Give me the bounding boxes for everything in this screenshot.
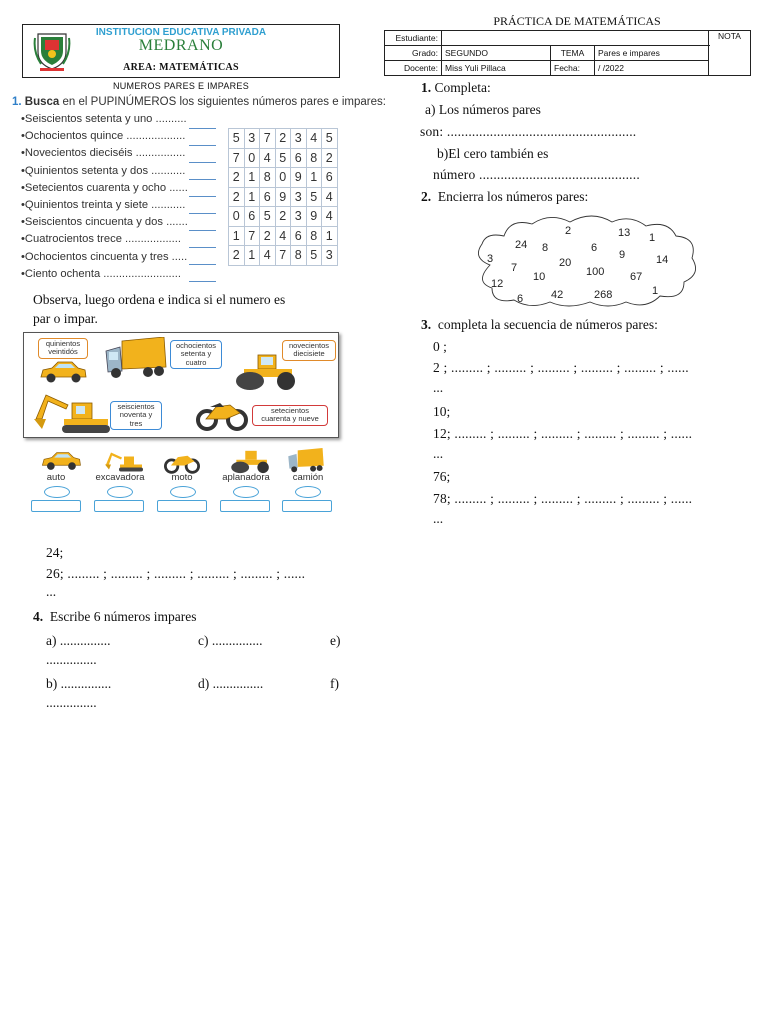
- q1a-answer[interactable]: son: .....................................................: [420, 124, 637, 139]
- practice-title: PRÁCTICA DE MATEMÁTICAS: [493, 14, 661, 28]
- teacher-value: Miss Yuli Pillaca: [442, 61, 551, 76]
- cloud-number[interactable]: 67: [630, 271, 643, 283]
- cloud-number[interactable]: 6: [591, 242, 598, 254]
- vehicle-label-moto: moto: [171, 472, 193, 483]
- grid-cell[interactable]: 4: [275, 226, 291, 246]
- grid-row: [229, 187, 338, 207]
- grid-cell[interactable]: 1: [229, 226, 245, 246]
- answer-line[interactable]: [189, 145, 216, 146]
- grid-cell[interactable]: 4: [260, 246, 276, 266]
- q4-answer-e-cont: ...............: [46, 652, 97, 667]
- student-info-table: [384, 30, 751, 76]
- sequence-2-cont: ...: [433, 380, 444, 395]
- grid-cell[interactable]: 1: [244, 168, 260, 188]
- cloud-number[interactable]: 13: [618, 227, 631, 239]
- observe-instruction-cont: par o impar.: [33, 311, 98, 326]
- answer-oval[interactable]: [170, 486, 196, 498]
- grid-cell[interactable]: 1: [306, 168, 322, 188]
- teacher-label: Docente:: [385, 61, 442, 76]
- nota-label: NOTA: [718, 31, 741, 41]
- grid-cell[interactable]: 7: [260, 129, 276, 149]
- grid-cell[interactable]: 1: [244, 246, 260, 266]
- grid-row: [229, 246, 338, 266]
- grid-cell[interactable]: 9: [275, 187, 291, 207]
- answer-line[interactable]: [189, 196, 216, 197]
- grid-cell[interactable]: 9: [306, 207, 322, 227]
- q1-left-text: en el PUPINÚMEROS los siguientes números pares e impares:: [59, 96, 386, 108]
- grid-cell[interactable]: 8: [306, 226, 322, 246]
- grid-cell[interactable]: 5: [260, 207, 276, 227]
- sequence-24: 24;: [46, 545, 64, 560]
- grid-cell[interactable]: 6: [291, 226, 307, 246]
- student-label: Estudiante:: [385, 31, 442, 46]
- truck-icon: [286, 448, 326, 474]
- grid-cell[interactable]: 4: [306, 129, 322, 149]
- grid-cell[interactable]: 7: [275, 246, 291, 266]
- q4-answer-c[interactable]: c) ...............: [198, 633, 263, 648]
- sequence-26-cont: ...: [46, 584, 57, 599]
- list-item: •Quinientos setenta y dos ...........: [21, 164, 186, 177]
- grid-cell[interactable]: 3: [322, 246, 338, 266]
- student-field[interactable]: [442, 31, 709, 46]
- q4-answer-b[interactable]: b) ...............: [46, 676, 112, 691]
- sequence-78[interactable]: 78; ......... ; ......... ; ......... ; ......... ; ......... ; ......: [433, 491, 693, 506]
- answer-box[interactable]: [31, 500, 81, 512]
- answer-line[interactable]: [189, 213, 216, 214]
- area-title: AREA: MATEMÁTICAS: [123, 62, 239, 73]
- sequence-76: 76;: [433, 469, 451, 484]
- answer-oval[interactable]: [44, 486, 70, 498]
- cloud-number[interactable]: 7: [511, 262, 518, 274]
- sequence-26[interactable]: 26; ......... ; ......... ; ......... ; ......... ; ......... ; ......: [46, 566, 306, 581]
- grid-cell[interactable]: 3: [291, 187, 307, 207]
- q1-right-number: 1.: [421, 80, 432, 95]
- car-icon: [38, 359, 88, 385]
- q1b-answer[interactable]: número .............................................: [433, 167, 640, 182]
- cloud-number[interactable]: 10: [533, 271, 546, 283]
- grid-cell[interactable]: 2: [229, 246, 245, 266]
- list-item: •Ochocientos cincuenta y tres .....: [21, 250, 188, 263]
- grid-cell[interactable]: 3: [244, 129, 260, 149]
- cloud-number[interactable]: 100: [586, 266, 605, 278]
- q4-text: Escribe 6 números impares: [49, 609, 197, 624]
- q1-left-number: 1.: [12, 96, 22, 108]
- nota-box[interactable]: [709, 31, 751, 76]
- number-word-list: [21, 113, 188, 285]
- grid-cell[interactable]: 8: [291, 246, 307, 266]
- car-icon: [38, 450, 84, 472]
- grid-cell[interactable]: 7: [229, 148, 245, 168]
- tema-value: Pares e impares: [595, 46, 709, 61]
- list-item: •Seiscientos cincuenta y dos .......: [21, 216, 188, 229]
- answer-line[interactable]: [189, 128, 216, 129]
- pupinumeros-grid: [228, 128, 338, 266]
- list-item: •Ciento ochenta .........................: [21, 267, 181, 280]
- list-item: •Seiscientos setenta y uno ..........: [21, 113, 187, 125]
- cloud-number[interactable]: 9: [619, 249, 626, 261]
- grade-label: Grado:: [385, 46, 442, 61]
- answer-oval[interactable]: [233, 486, 259, 498]
- excavator-icon: [32, 389, 112, 435]
- answer-oval[interactable]: [107, 486, 133, 498]
- grid-cell[interactable]: 2: [260, 226, 276, 246]
- grid-cell[interactable]: 8: [306, 148, 322, 168]
- cloud-number[interactable]: 1: [652, 285, 659, 297]
- sequence-12[interactable]: 12; ......... ; ......... ; ......... ; ......... ; ......... ; ......: [433, 426, 693, 441]
- grid-cell[interactable]: 3: [291, 129, 307, 149]
- q4-number: 4.: [33, 609, 44, 624]
- grid-row: [229, 226, 338, 246]
- grid-cell[interactable]: 8: [260, 168, 276, 188]
- excavator-icon: [104, 449, 144, 473]
- q4-answer-f-cont: ...............: [46, 695, 97, 710]
- answer-box[interactable]: [94, 500, 144, 512]
- grid-cell[interactable]: 1: [244, 187, 260, 207]
- cloud-number[interactable]: 6: [517, 293, 524, 305]
- school-name: INSTITUCION EDUCATIVA PRIVADA: [95, 27, 267, 38]
- grid-cell[interactable]: 5: [229, 129, 245, 149]
- cloud-number[interactable]: 12: [491, 278, 504, 290]
- answer-oval[interactable]: [295, 486, 321, 498]
- grid-cell[interactable]: 6: [291, 148, 307, 168]
- grid-cell[interactable]: 5: [322, 129, 338, 149]
- cloud-number[interactable]: 268: [594, 289, 613, 301]
- sequence-78-cont: ...: [433, 511, 444, 526]
- answer-box[interactable]: [157, 500, 207, 512]
- grid-cell[interactable]: 5: [306, 246, 322, 266]
- grid-cell[interactable]: 4: [260, 148, 276, 168]
- tema-label: TEMA: [551, 46, 595, 61]
- grid-cell[interactable]: 1: [322, 226, 338, 246]
- motorcycle-icon: [196, 397, 248, 431]
- date-value[interactable]: / /2022: [595, 61, 709, 76]
- section-subtitle: NUMEROS PARES E IMPARES: [112, 81, 250, 91]
- q1a-text: a) Los números pares: [425, 102, 541, 117]
- cloud-number[interactable]: 1: [649, 232, 656, 244]
- question-4: [33, 609, 196, 625]
- sequence-0: 0 ;: [433, 339, 447, 354]
- motorcycle-icon: [164, 450, 200, 474]
- grid-cell[interactable]: 5: [306, 187, 322, 207]
- answer-line[interactable]: [189, 230, 216, 231]
- q2-text: Encierra los números pares:: [437, 189, 589, 204]
- truck-icon: [104, 337, 168, 381]
- question-1-right: [421, 80, 491, 96]
- vehicle-label-camion: camión: [292, 472, 324, 483]
- observe-instruction: Observa, luego ordena e indica si el numero es: [33, 292, 286, 307]
- road-roller-icon: [230, 448, 272, 474]
- sequence-2[interactable]: 2 ; ......... ; ......... ; ......... ; ......... ; ......... ; ......: [433, 360, 689, 375]
- bubble-ochocientos: ochocientos setenta y cuatro: [170, 340, 222, 369]
- grid-cell[interactable]: 6: [260, 187, 276, 207]
- grid-row: [229, 148, 338, 168]
- grid-cell[interactable]: 3: [291, 207, 307, 227]
- vehicle-label-aplanadora: aplanadora: [222, 472, 270, 483]
- sequence-12-cont: ...: [433, 446, 444, 461]
- list-item: •Ochocientos quince ...................: [21, 130, 186, 143]
- cloud-number[interactable]: 8: [542, 242, 549, 254]
- list-item: •Cuatrocientos trece ..................: [21, 233, 181, 246]
- vehicle-label-auto: auto: [46, 472, 66, 483]
- grid-cell[interactable]: 2: [229, 187, 245, 207]
- q1-right-text: Completa:: [434, 80, 491, 95]
- vehicle-picture: [23, 332, 339, 438]
- q1-left-bold: Busca: [24, 96, 60, 108]
- grid-cell[interactable]: 2: [229, 168, 245, 188]
- q4-answer-a[interactable]: a) ...............: [46, 633, 111, 648]
- answer-line[interactable]: [189, 264, 216, 265]
- cloud-number[interactable]: 3: [487, 253, 494, 265]
- answer-box[interactable]: [282, 500, 332, 512]
- answer-line[interactable]: [189, 162, 216, 163]
- grid-cell[interactable]: 9: [291, 168, 307, 188]
- grid-cell[interactable]: 6: [322, 168, 338, 188]
- answer-line[interactable]: [189, 179, 216, 180]
- road-roller-icon: [234, 351, 300, 391]
- cloud-number[interactable]: 2: [565, 225, 572, 237]
- grid-row: [229, 207, 338, 227]
- answer-line[interactable]: [189, 281, 216, 282]
- bubble-quinientos: quinientos veintidós: [38, 338, 88, 359]
- q3-number: 3.: [421, 317, 432, 332]
- q2-number: 2.: [421, 189, 432, 204]
- grid-cell[interactable]: 4: [322, 187, 338, 207]
- sequence-10: 10;: [433, 404, 451, 419]
- grid-cell[interactable]: 2: [275, 207, 291, 227]
- list-item: •Quinientos treinta y siete ...........: [21, 198, 186, 211]
- q3-text: completa la secuencia de números pares:: [437, 317, 658, 332]
- school-brand: MEDRANO: [138, 37, 224, 54]
- grid-cell[interactable]: 2: [322, 148, 338, 168]
- grid-cell[interactable]: 6: [244, 207, 260, 227]
- q4-answer-d[interactable]: d) ...............: [198, 676, 264, 691]
- list-item: •Setecientos cuarenta y ocho ......: [21, 181, 188, 194]
- cloud-number[interactable]: 24: [515, 239, 528, 251]
- grid-cell[interactable]: 0: [275, 168, 291, 188]
- bubble-seiscientos: seiscientos noventa y tres: [110, 401, 162, 430]
- cloud-number[interactable]: 20: [559, 257, 572, 269]
- grid-cell[interactable]: 2: [275, 129, 291, 149]
- bubble-setecientos: setecientos cuarenta y nueve: [252, 405, 328, 426]
- grid-cell[interactable]: 0: [229, 207, 245, 227]
- answer-box[interactable]: [220, 500, 270, 512]
- vehicle-label-excavadora: excavadora: [95, 472, 145, 483]
- question-2-right: [421, 189, 588, 205]
- question-1-left: [12, 96, 386, 108]
- answer-line[interactable]: [189, 247, 216, 248]
- grid-cell[interactable]: 5: [275, 148, 291, 168]
- q4-answer-e[interactable]: e): [330, 633, 341, 648]
- grade-value: SEGUNDO: [442, 46, 551, 61]
- grid-cell[interactable]: 0: [244, 148, 260, 168]
- q4-answer-f[interactable]: f): [330, 676, 339, 691]
- cloud-number[interactable]: 14: [656, 254, 669, 266]
- list-item: •Novecientos dieciséis ................: [21, 147, 186, 160]
- school-header: [22, 24, 340, 78]
- grid-row: [229, 168, 338, 188]
- cloud-number[interactable]: 42: [551, 289, 564, 301]
- bubble-novecientos: novecientos diecisiete: [282, 340, 336, 361]
- question-3-right: [421, 317, 658, 333]
- q1b-text: b)El cero también es: [437, 146, 549, 161]
- grid-row: [229, 129, 338, 149]
- date-label: Fecha:: [551, 61, 595, 76]
- grid-cell[interactable]: 4: [322, 207, 338, 227]
- grid-cell[interactable]: 7: [244, 226, 260, 246]
